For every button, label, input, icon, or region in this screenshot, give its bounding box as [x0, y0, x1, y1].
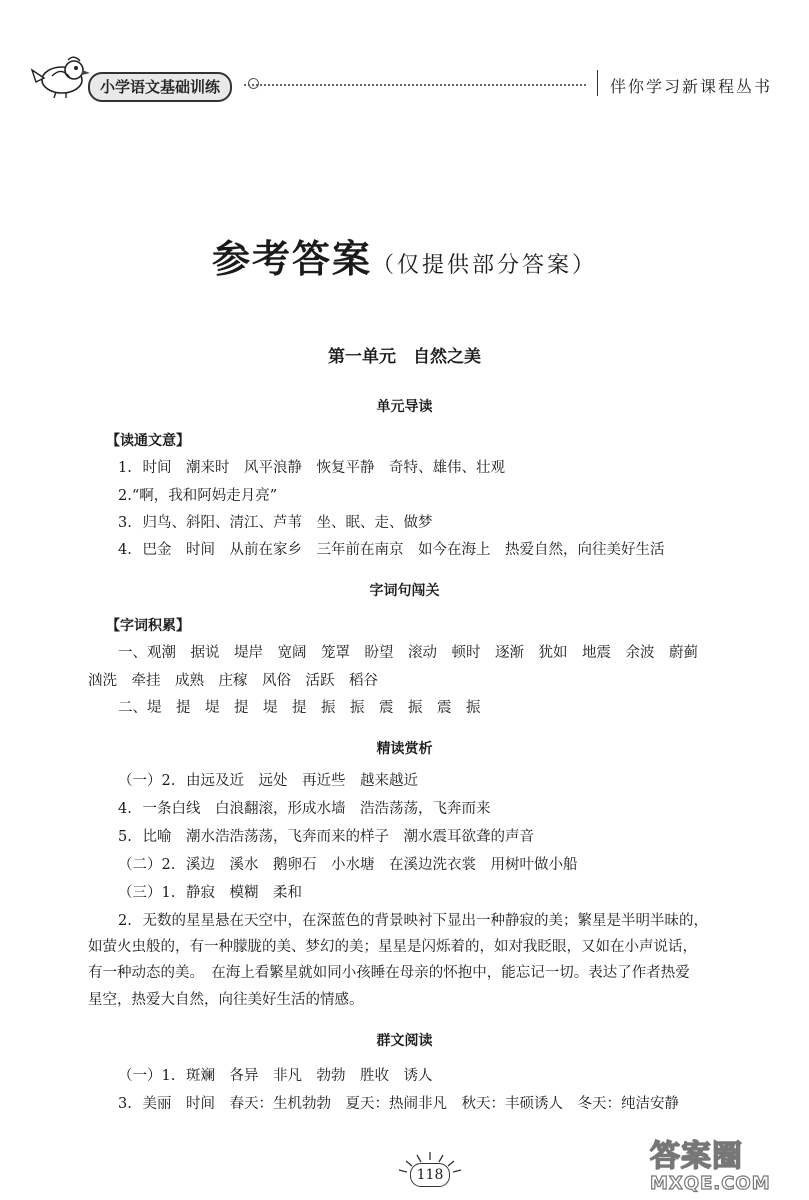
answer-line: 一、观潮 据说 堤岸 宽阔 笼罩 盼望 滚动 顿时 逐渐 犹如 地震 余波 蔚蓟	[118, 645, 698, 661]
cartoon-bird-icon	[30, 52, 90, 98]
answer-line: 有一种动态的美。 在海上看繁星就如同小孩睡在母亲的怀抱中，能忘记一切。表达了作者热爱	[88, 965, 690, 981]
answer-line: 1. 时间 潮来时 风平浪静 恢复平静 奇特、雄伟、壮观	[118, 460, 505, 476]
page-number: 118	[410, 1163, 450, 1187]
page-title	[0, 228, 809, 283]
section-heading-group-reading: 群文阅读	[376, 1033, 433, 1049]
answer-line: 4. 一条白线 白浪翻滚，形成水墙 浩浩荡荡，飞奔而来	[118, 801, 491, 817]
answer-line: （一）1. 斑斓 各异 非凡 勃勃 胜收 诱人	[118, 1068, 433, 1084]
title-main: 参考答案	[211, 236, 372, 281]
answer-line: 汹洗 牵挂 成熟 庄稼 风俗 活跃 稻谷	[88, 673, 378, 689]
series-tag: 伴你学习新课程丛书	[610, 77, 773, 96]
section-heading-close-reading: 精读赏析	[376, 741, 433, 757]
answer-line: 二、堤 提 堤 提 堤 提 振 振 震 振 震 振	[118, 700, 481, 716]
header-divider	[597, 70, 598, 96]
answer-line: （三）1. 静寂 模糊 柔和	[118, 885, 302, 901]
title-sub: （仅提供部分答案）	[372, 253, 598, 278]
section-heading-unit-guide: 单元导读	[376, 399, 433, 415]
answer-line: （二）2. 溪边 溪水 鹅卵石 小水塘 在溪边洗衣裳 用树叶做小船	[118, 857, 578, 873]
answer-line: 3. 归鸟、斜阳、清江、芦苇 坐、眠、走、做梦	[118, 515, 433, 531]
answer-line: 2.“啊，我和阿妈走月亮”	[118, 488, 278, 504]
bracket-heading-vocab: 【字词积累】	[106, 618, 190, 634]
section-heading-vocab: 字词句闯关	[369, 583, 440, 599]
answer-line: 如萤火虫般的，有一种朦胧的美、梦幻的美；星星是闪烁着的，如对我眨眼，又如在小声说话，	[88, 939, 697, 955]
bracket-heading-reading: 【读通文意】	[106, 433, 190, 449]
header-dotted-line	[244, 84, 586, 86]
watermark-top: 答案圈	[650, 1139, 743, 1174]
unit-title: 第一单元 自然之美	[328, 347, 481, 367]
series-title: 小学语文基础训练	[88, 72, 232, 102]
watermark-bottom: MXQE.COM	[650, 1173, 771, 1194]
answer-line: 3. 美丽 时间 春天：生机勃勃 夏天：热闹非凡 秋天：丰硕诱人 冬天：纯洁安静	[118, 1096, 679, 1112]
answer-line: 5. 比喻 潮水浩浩荡荡，飞奔而来的样子 潮水震耳欲聋的声音	[118, 829, 534, 845]
answer-line: 星空，热爱大自然，向往美好生活的情感。	[88, 992, 364, 1008]
answer-line: 4. 巴金 时间 从前在家乡 三年前在南京 如今在海上 热爱自然，向往美好生活	[118, 542, 665, 558]
page-header	[0, 0, 809, 110]
answer-line: 2. 无数的星星悬在天空中，在深蓝色的背景映衬下显出一种静寂的美；繁星是半明半昧的，	[118, 913, 708, 929]
answer-line: （一）2. 由远及近 远处 再近些 越来越近	[118, 773, 418, 789]
watermark	[650, 1140, 800, 1196]
